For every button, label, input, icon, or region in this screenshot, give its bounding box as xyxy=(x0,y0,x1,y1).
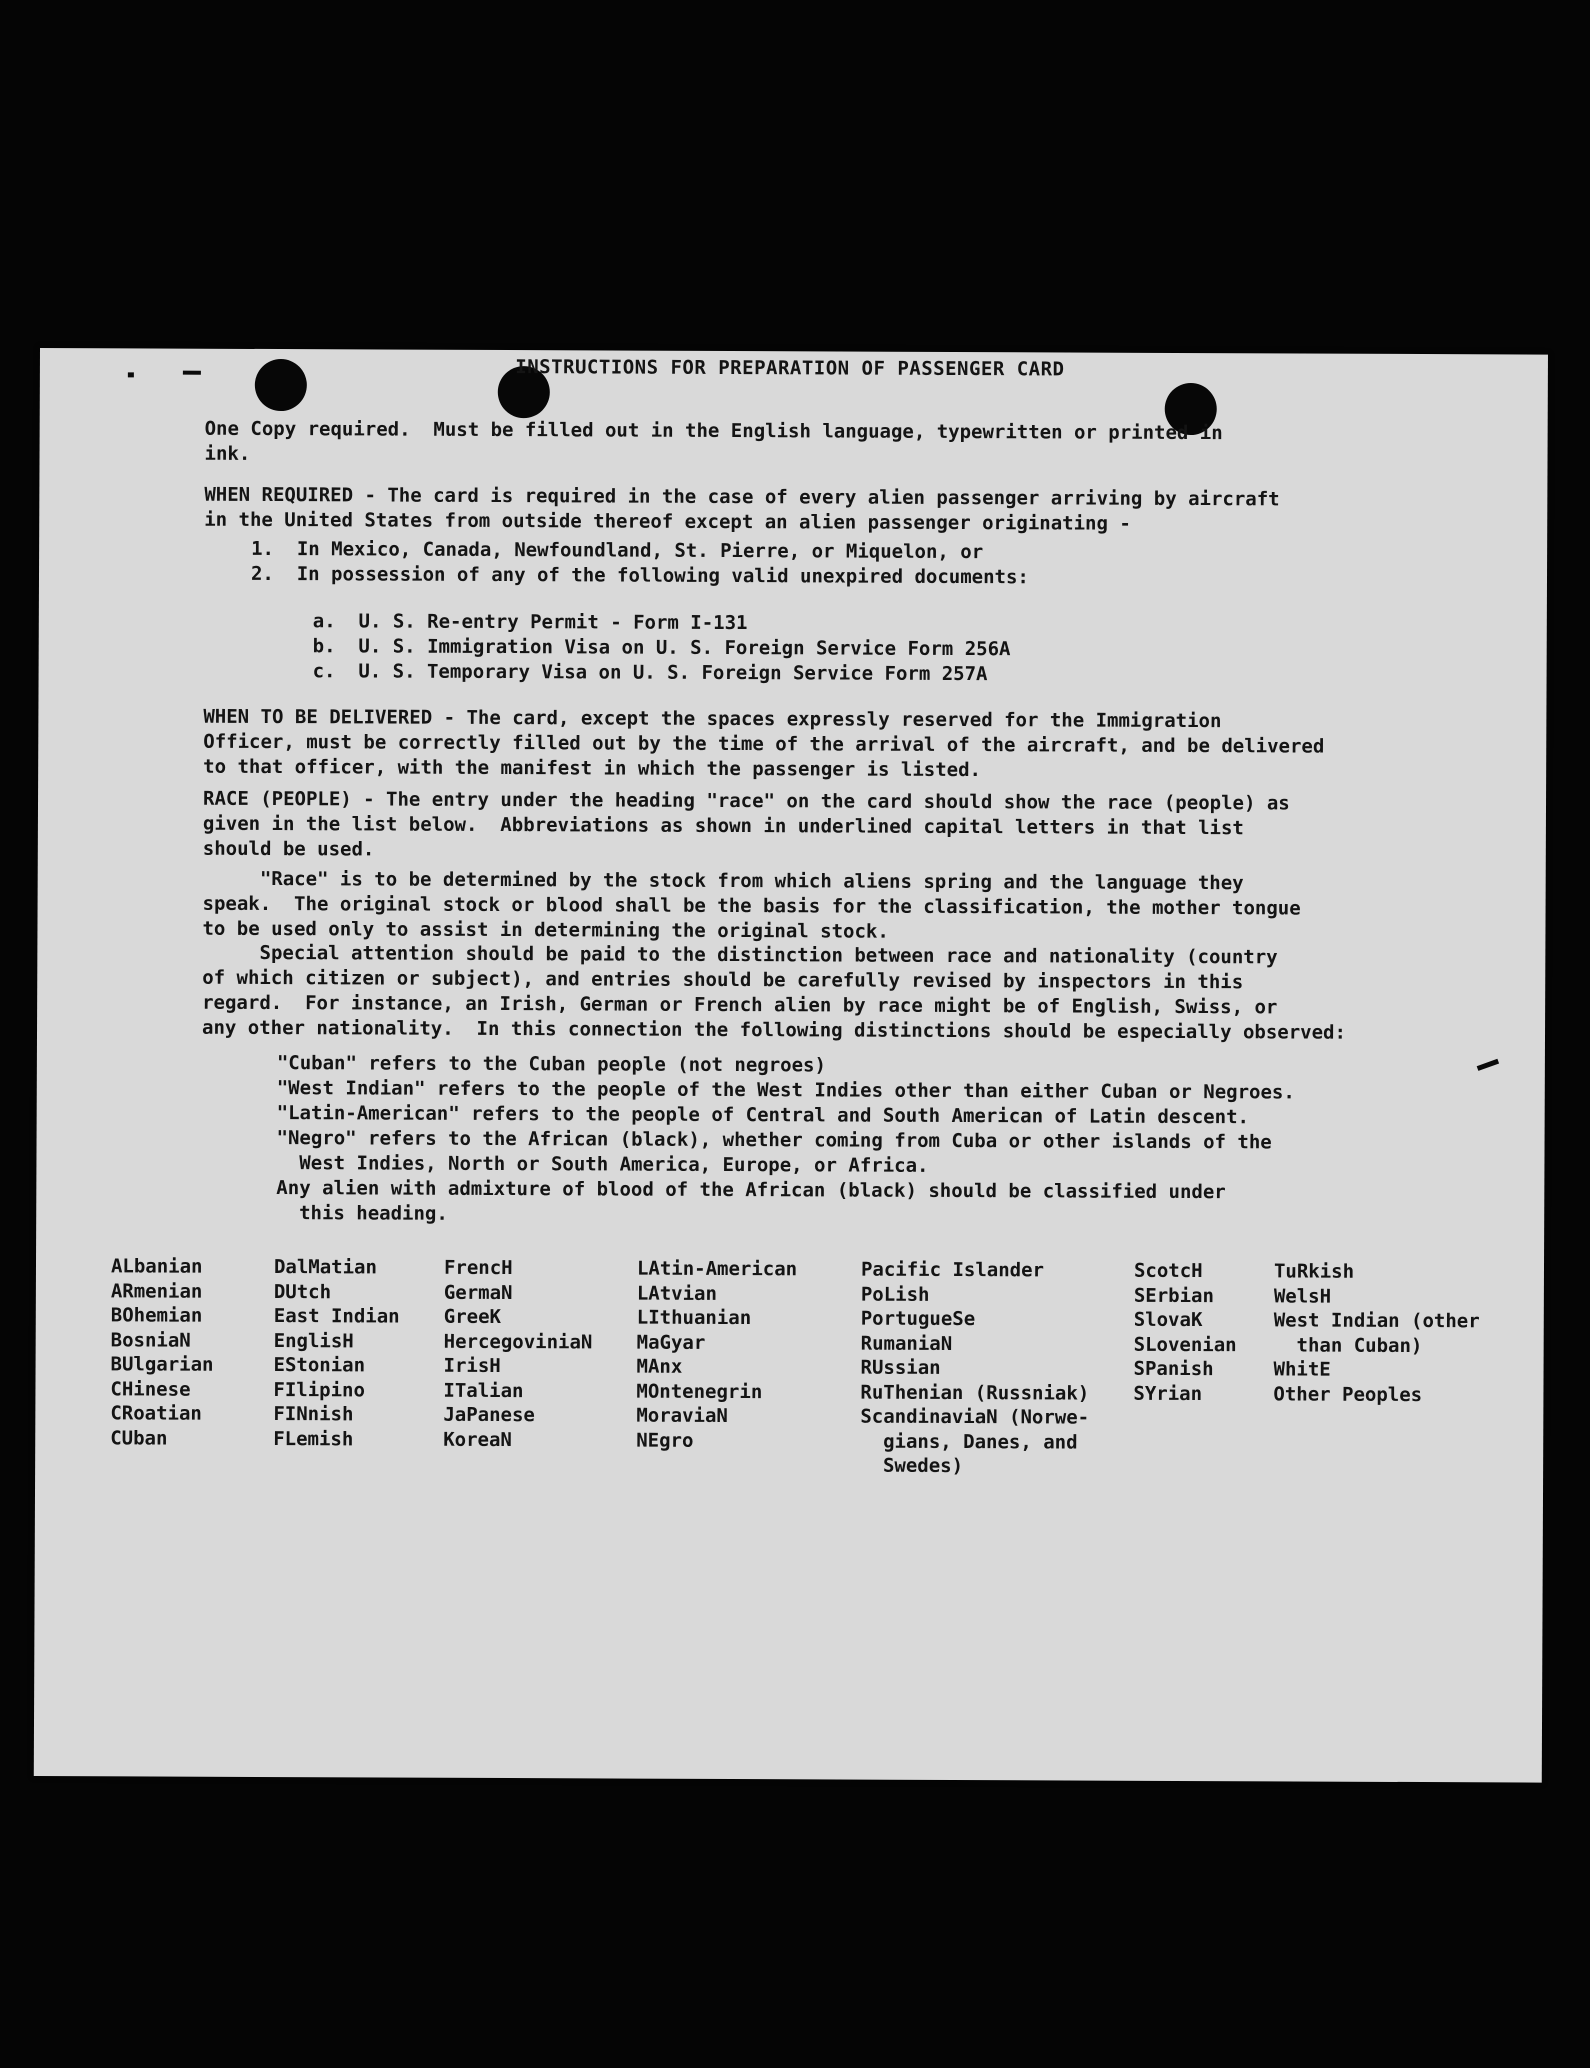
distinctions-list: "Cuban" refers to the Cuban people (not negroes) "West Indian" refers to the people of the West Indies other than either Cuban or Negroes. "Latin-American" refers to the people of Central and South American of Latin descent. "Negro" refers to the African (black), whether coming from Cuba or other islands of the West Indies, North or South America, Europe, or Africa. Any alien with admixture of blood of the African (black) should be classified under this heading. xyxy=(276,1052,1295,1225)
race-entry: RumaniaN xyxy=(860,1332,953,1355)
race-entry: SErbian xyxy=(1133,1284,1215,1307)
race-entry: Swedes) xyxy=(860,1454,964,1478)
race-entry: BosniaN xyxy=(110,1328,191,1352)
race-column-6 xyxy=(1133,1259,1237,1406)
condition-item: 2. In possession of any of the following valid unexpired documents: xyxy=(250,562,1029,589)
passenger-card-instructions-page xyxy=(34,348,1548,1783)
race-entry: Pacific Islander xyxy=(860,1258,1045,1282)
race-entry: ScandinaviaN (Norwe- xyxy=(860,1405,1090,1429)
race-entry: West Indian (other xyxy=(1273,1309,1480,1333)
race-entry: ALbanian xyxy=(110,1255,203,1278)
race-entry: CUban xyxy=(110,1426,168,1450)
race-entry: WelsH xyxy=(1273,1284,1332,1308)
race-entry: SLovenian xyxy=(1133,1333,1237,1356)
document-title: INSTRUCTIONS FOR PREPARATION OF PASSENGER CARD xyxy=(515,356,1065,381)
race-entry: DUtch xyxy=(273,1280,332,1303)
race-entry: GermaN xyxy=(443,1281,513,1304)
race-entry: MAnx xyxy=(636,1355,683,1378)
race-entry: NEgro xyxy=(636,1429,694,1452)
race-entry: CHinese xyxy=(110,1377,191,1401)
document-item: c. U. S. Temporary Visa on U. S. Foreign Service Form 257A xyxy=(312,660,988,686)
race-entry: SlovaK xyxy=(1133,1308,1203,1332)
race-entry: FrencH xyxy=(443,1256,513,1280)
race-entry: LAtin-American xyxy=(636,1257,798,1281)
race-entry: LIthuanian xyxy=(636,1306,752,1330)
race-entry: JaPanese xyxy=(443,1403,535,1427)
race-entry: MoraviaN xyxy=(636,1404,728,1428)
race-entry: HercegoviniaN xyxy=(443,1330,593,1353)
document-item: b. U. S. Immigration Visa on U. S. Foreign Service Form 256A xyxy=(312,635,1011,661)
race-people-paragraph: RACE (PEOPLE) - The entry under the heading "race" on the card should show the race (people) as given in the list below. Abbreviations as shown in underlined capital letters in that list should be used. xyxy=(202,787,1290,861)
document-item: a. U. S. Re-entry Permit - Form I-131 xyxy=(312,610,748,635)
race-entry: than Cuban) xyxy=(1273,1333,1423,1357)
race-column-4 xyxy=(636,1257,797,1454)
race-column-1 xyxy=(110,1254,214,1450)
race-entry: ScotcH xyxy=(1133,1259,1203,1283)
punch-hole-left xyxy=(255,359,307,411)
race-entry: FLemish xyxy=(273,1427,354,1450)
when-delivered-paragraph: WHEN TO BE DELIVERED - The card, except the spaces expressly reserved for the Immigration Officer, must be correctly filled out by the time of the arrival of the aircraft, and be delivered to that officer, with the manifest in which the passenger is listed. xyxy=(203,705,1325,782)
race-entry: LAtvian xyxy=(636,1282,718,1305)
special-attention-paragraph: Special attention should be paid to the distinction between race and nationality (country of which citizen or subject), and entries should be carefully revised by inspectors in this regard. For instance, an Irish, German or French alien by race might be of English, Swiss, or any other nationality. In this connection the following distinctions should be especially observed: xyxy=(201,941,1346,1044)
race-entry: ARmenian xyxy=(110,1279,203,1303)
race-entry: FIlipino xyxy=(273,1378,366,1401)
race-column-2 xyxy=(273,1255,400,1452)
ink-speck xyxy=(1477,1059,1499,1071)
ink-speck xyxy=(183,371,201,375)
race-determined-paragraph: "Race" is to be determined by the stock from which aliens spring and the language they speak. The original stock or blood shall be the basis for the classification, the mother tongue to be used only to assist in determining the original stock. xyxy=(202,867,1301,943)
race-entry: WhitE xyxy=(1273,1358,1331,1381)
race-entry: BUlgarian xyxy=(110,1353,214,1376)
race-column-5 xyxy=(860,1258,1090,1479)
race-column-3 xyxy=(443,1256,593,1453)
race-entry: TuRkish xyxy=(1273,1260,1355,1283)
race-column-7 xyxy=(1273,1259,1480,1407)
race-entry: Other Peoples xyxy=(1273,1382,1423,1406)
race-entry: EnglisH xyxy=(273,1329,354,1352)
race-entry: gians, Danes, and xyxy=(860,1430,1078,1454)
race-entry: RuThenian (Russniak) xyxy=(860,1381,1090,1405)
intro-paragraph: One Copy required. Must be filled out in the English language, typewritten or printed in ink. xyxy=(204,417,1223,465)
race-entry: KoreaN xyxy=(443,1428,512,1451)
race-entry: SYrian xyxy=(1133,1382,1203,1405)
race-entry: EStonian xyxy=(273,1354,366,1377)
race-entry: ITalian xyxy=(443,1379,524,1402)
race-entry: MOntenegrin xyxy=(636,1380,763,1403)
race-entry: RUssian xyxy=(860,1356,941,1379)
race-entry: PortugueSe xyxy=(860,1307,976,1331)
when-required-paragraph: WHEN REQUIRED - The card is required in the case of every alien passenger arriving by aircraft in the United States from outside thereof except an alien passenger originating - xyxy=(204,483,1280,535)
race-entry: GreeK xyxy=(443,1305,502,1329)
race-entry: East Indian xyxy=(273,1305,400,1328)
race-entry: SPanish xyxy=(1133,1357,1214,1381)
race-entry: BOhemian xyxy=(110,1304,203,1327)
race-entry: PoLish xyxy=(860,1283,930,1306)
race-entry: CRoatian xyxy=(110,1402,202,1425)
race-entry: MaGyar xyxy=(636,1331,706,1354)
ink-speck xyxy=(128,372,134,377)
race-entry: DalMatian xyxy=(273,1256,377,1279)
condition-item: 1. In Mexico, Canada, Newfoundland, St. Pierre, or Miquelon, or xyxy=(251,537,984,564)
race-entry: IrisH xyxy=(443,1354,501,1378)
race-entry: FINnish xyxy=(273,1403,354,1426)
